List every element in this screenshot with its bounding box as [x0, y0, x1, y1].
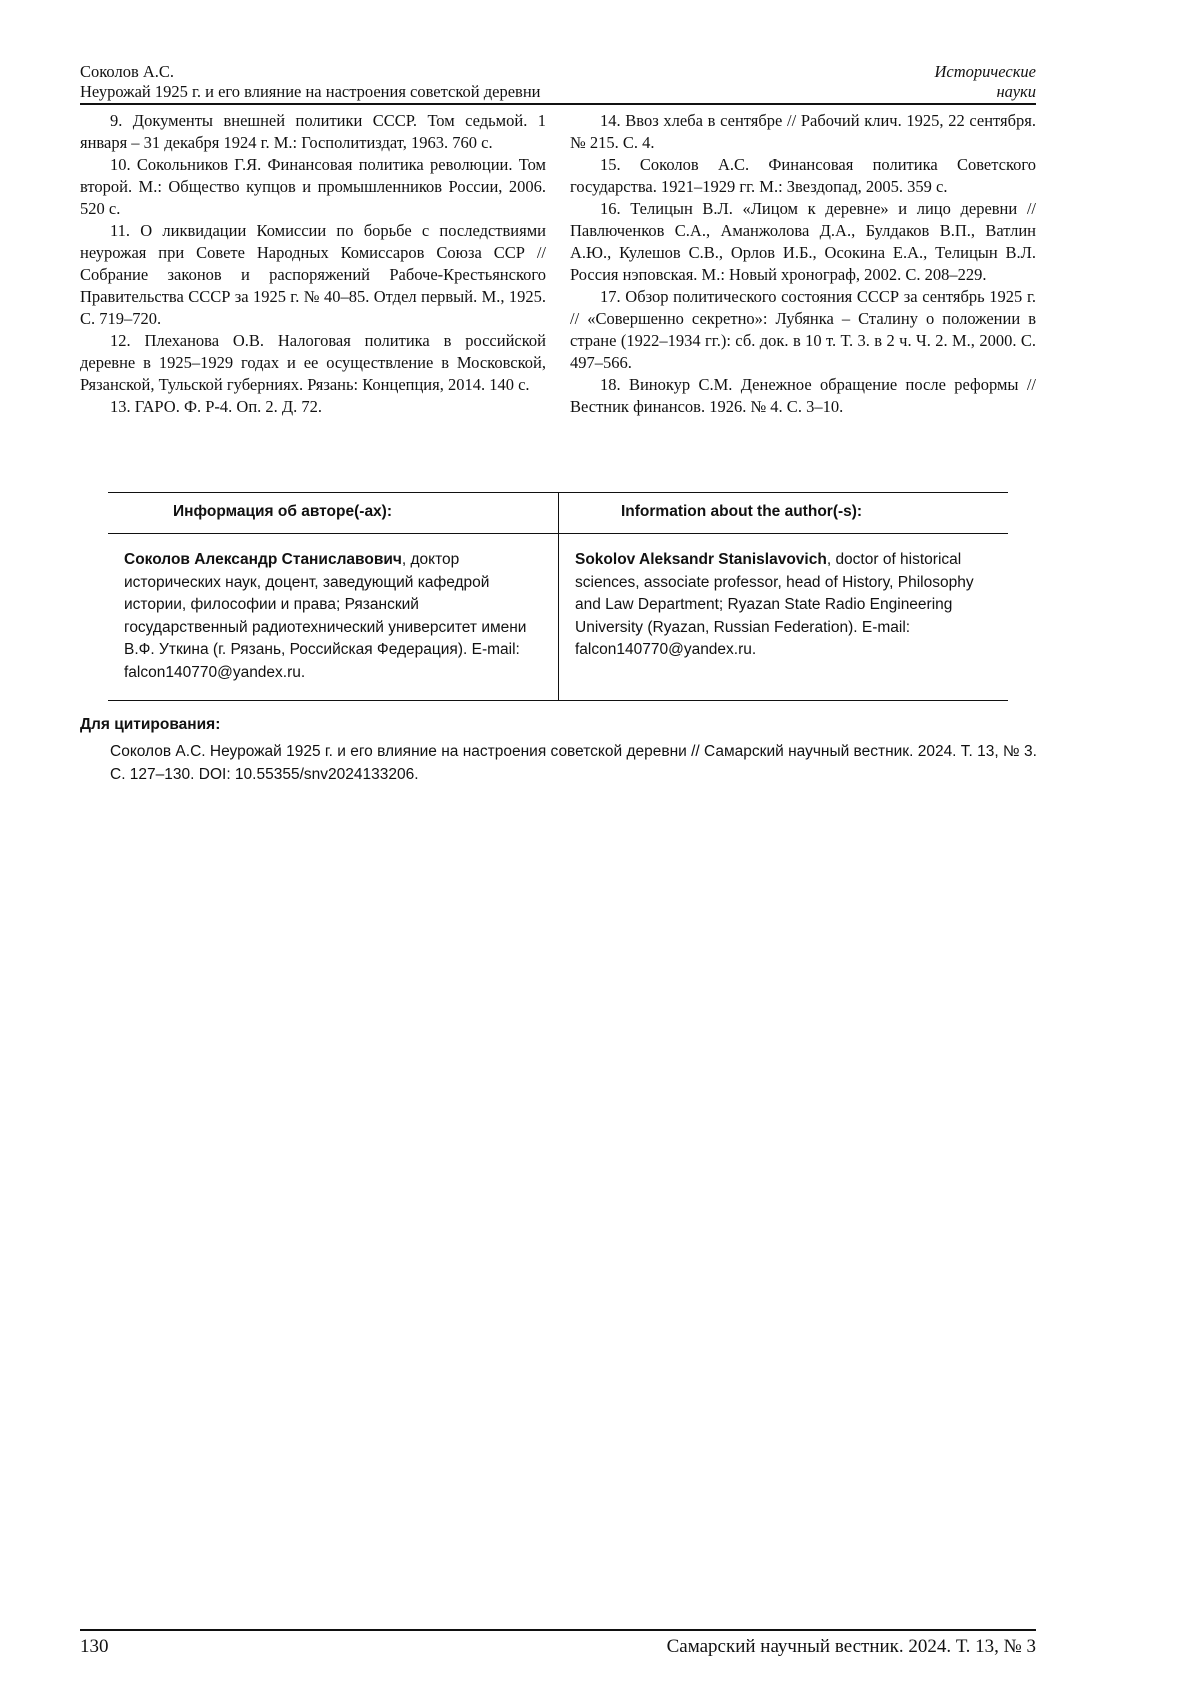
reference-item: 18. Винокур С.М. Денежное обращение после реформы // Вестник финансов. 1926. № 4. С. 3–10.: [570, 374, 1036, 418]
table-header-divider: [108, 533, 1008, 534]
footer-divider: [80, 1629, 1036, 1631]
author-details-en: , doctor of historical sciences, associate professor, head of History, Philosophy and Law Department; Ryazan State Radio Engineering University (Ryazan, Russian Federation). E-mail: falcon140770@yandex.ru.: [575, 551, 974, 658]
page-number: 130: [80, 1636, 109, 1658]
header-left: [80, 62, 541, 102]
header-article-title: Неурожай 1925 г. и его влияние на настроения советской деревни: [80, 82, 541, 102]
reference-item: 14. Ввоз хлеба в сентябре // Рабочий клич. 1925, 22 сентября. № 215. С. 4.: [570, 110, 1036, 154]
table-column-divider: [558, 493, 559, 700]
reference-item: 17. Обзор политического состояния СССР за сентябрь 1925 г. // «Совершенно секретно»: Лубянка – Сталину о положении в стране (1922–1934 гг.): сб. док. в 10 т. Т. 3. в 2 ч. Ч. 2. М., 2000. С. 497–566.: [570, 286, 1036, 374]
references-left-column: [80, 110, 546, 418]
citation-label: Для цитирования:: [80, 716, 220, 734]
reference-item: 11. О ликвидации Комиссии по борьбе с последствиями неурожая при Совете Народных Комиссаров Союза ССР // Собрание законов и распоряжений Рабоче-Крестьянского Правительства СССР за 1925 г. № 40–85. Отдел первый. М., 1925. С. 719–720.: [80, 220, 546, 330]
citation-text: Соколов А.С. Неурожай 1925 г. и его влияние на настроения советской деревни // Самарский научный вестник. 2024. Т. 13, № 3. С. 127–130. DOI: 10.55355/snv2024133206.: [110, 740, 1040, 786]
reference-item: 12. Плеханова О.В. Налоговая политика в российской деревне в 1925–1929 годах и ее осуществление в Московской, Рязанской, Тульской губерниях. Рязань: Концепция, 2014. 140 с.: [80, 330, 546, 396]
reference-item: 15. Соколов А.С. Финансовая политика Советского государства. 1921–1929 гг. М.: Звездопад, 2005. 359 с.: [570, 154, 1036, 198]
header-author: Соколов А.С.: [80, 62, 541, 82]
author-info-heading-en: Information about the author(-s):: [621, 503, 862, 521]
author-info-ru: [124, 549, 534, 684]
reference-item: 13. ГАРО. Ф. Р-4. Оп. 2. Д. 72.: [80, 396, 546, 418]
header-divider: [80, 103, 1036, 105]
author-info-en: [575, 549, 990, 662]
author-info-table: [108, 492, 1008, 701]
author-name-ru: Соколов Александр Станиславович: [124, 551, 402, 568]
reference-item: 9. Документы внешней политики СССР. Том седьмой. 1 января – 31 декабря 1924 г. М.: Госполитиздат, 1963. 760 с.: [80, 110, 546, 154]
header-section-line2: науки: [935, 82, 1037, 102]
reference-item: 10. Сокольников Г.Я. Финансовая политика революции. Том второй. М.: Общество купцов и промышленников России, 2006. 520 с.: [80, 154, 546, 220]
reference-item: 16. Телицын В.Л. «Лицом к деревне» и лицо деревни // Павлюченков С.А., Аманжолова Д.А., Булдаков В.П., Ватлин А.Ю., Кулешов С.В., Орлов И.Б., Осокина Е.А., Телицын В.Л. Россия нэповская. М.: Новый хронограф, 2002. С. 208–229.: [570, 198, 1036, 286]
journal-info: Самарский научный вестник. 2024. Т. 13, № 3: [667, 1636, 1036, 1658]
header-right: [935, 62, 1037, 102]
author-details-ru: , доктор исторических наук, доцент, заведующий кафедрой истории, философии и права; Рязанский государственный радиотехнический университет имени В.Ф. Уткина (г. Рязань, Российская Федерация). E-mail: falcon140770@yandex.ru.: [124, 551, 526, 681]
header-section-line1: Исторические: [935, 62, 1037, 82]
author-info-heading-ru: Информация об авторе(-ах):: [173, 503, 392, 521]
author-name-en: Sokolov Aleksandr Stanislavovich: [575, 551, 827, 568]
references-right-column: [570, 110, 1036, 418]
